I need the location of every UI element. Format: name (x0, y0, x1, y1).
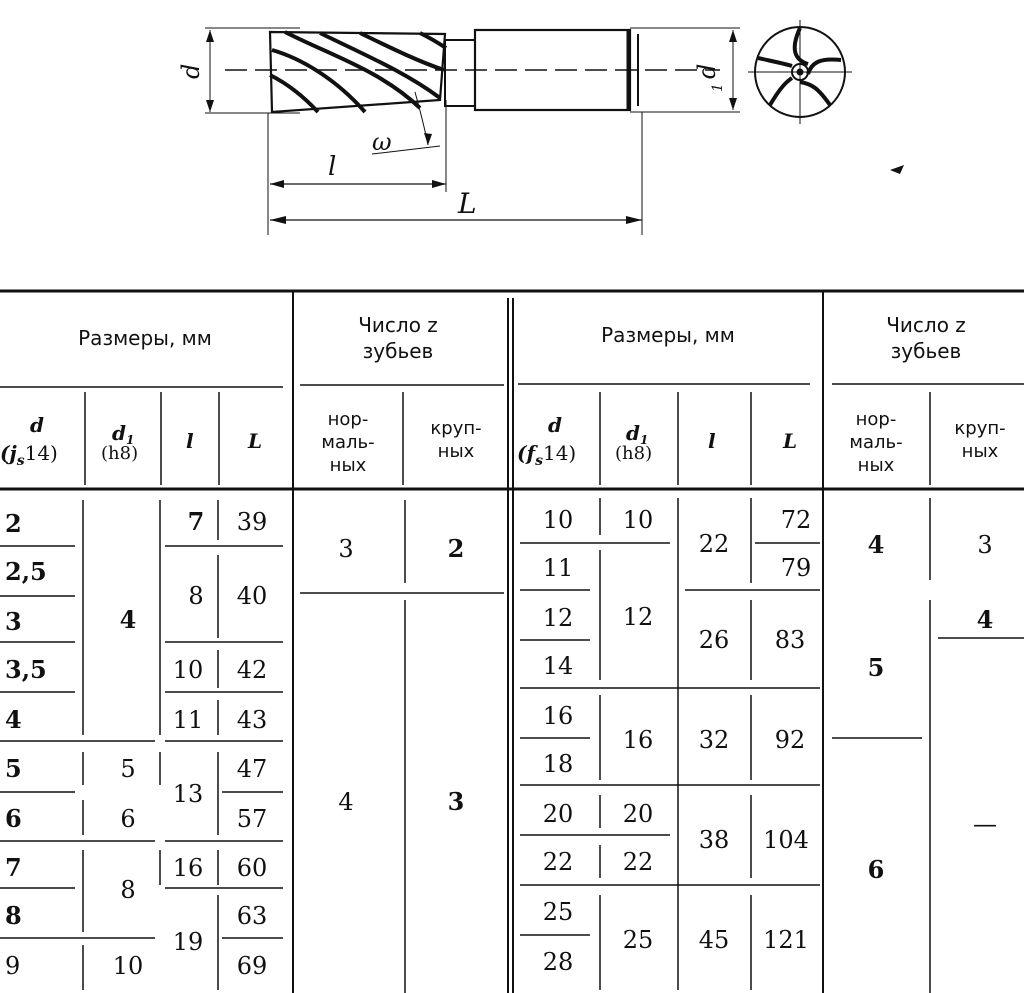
dimensions-table (0, 288, 1024, 993)
left-group-sizes: Размеры, мм (78, 326, 212, 350)
left-d1-cell: 6 (120, 805, 136, 833)
left-l-cell: 7 (187, 507, 205, 536)
left-col-coarse-1: круп- (430, 418, 482, 439)
right-d-cell: 16 (542, 702, 574, 730)
right-z-coarse-cell: — (973, 810, 997, 838)
right-group-sizes: Размеры, мм (601, 323, 735, 347)
left-col-d1: $d_1$ (112, 421, 135, 447)
left-group-teeth-1: Число z (358, 313, 438, 337)
right-col-coarse-2: ных (961, 441, 999, 462)
right-z-normal-cell: 5 (867, 653, 885, 682)
right-z-coarse-cell: 4 (976, 605, 994, 634)
end-view-icon (748, 20, 852, 124)
right-d-cell: 14 (542, 652, 574, 680)
left-d-cell: 3 (5, 607, 22, 636)
left-col-coarse-2: ных (437, 441, 475, 462)
left-z-coarse-cell: 2 (447, 534, 465, 563)
right-col-d: d (548, 413, 562, 437)
left-d1-cell: 8 (120, 876, 136, 904)
right-d-cell: 18 (542, 750, 574, 778)
right-d-cell: 10 (542, 506, 574, 534)
left-col-L: L (248, 429, 263, 453)
right-d1-cell: 16 (622, 726, 654, 754)
right-L-cell: 104 (763, 826, 809, 854)
right-l-cell: 32 (698, 726, 730, 754)
left-col-d: d (30, 413, 44, 437)
left-d-cell: 7 (5, 853, 22, 882)
left-l-cell: 19 (172, 928, 204, 956)
right-l-cell: 45 (698, 926, 730, 954)
left-L-cell: 69 (236, 952, 268, 980)
right-d1-cell: 22 (622, 848, 654, 876)
left-d-cell: 2,5 (5, 557, 47, 586)
right-L-cell: 79 (780, 554, 812, 582)
left-d-cell: 5 (5, 754, 22, 783)
left-d-cell: 4 (5, 705, 22, 734)
right-l-cell: 22 (698, 530, 730, 558)
label-L: L (458, 187, 477, 220)
left-d-cell: 3,5 (5, 655, 47, 684)
right-col-d1-tol: (h8) (615, 443, 653, 464)
label-l: l (328, 152, 337, 182)
left-d-cell: 6 (5, 804, 22, 833)
left-L-cell: 63 (236, 902, 268, 930)
right-L-cell: 92 (774, 726, 806, 754)
right-col-normal-2: маль- (849, 432, 903, 453)
right-L-cell: 121 (763, 926, 809, 954)
left-group-teeth-2: зубьев (362, 339, 434, 363)
right-L-cell: 72 (780, 506, 812, 534)
label-omega: ω (372, 128, 392, 156)
left-col-d1-tol: (h8) (101, 443, 139, 464)
left-L-cell: 47 (236, 755, 268, 783)
right-col-L: L (783, 429, 798, 453)
left-l-cell: 16 (172, 854, 204, 882)
left-z-normal-cell: 3 (338, 535, 354, 563)
label-d1: d (693, 63, 721, 79)
left-z-normal-cell: 4 (338, 788, 354, 816)
left-l-cell: 10 (172, 656, 204, 684)
end-mill-drawing (0, 0, 1024, 250)
right-col-normal-3: ных (857, 455, 895, 476)
left-L-cell: 43 (236, 706, 268, 734)
right-d-cell: 28 (542, 948, 574, 976)
left-d1-cell: 10 (112, 952, 144, 980)
left-L-cell: 39 (236, 508, 268, 536)
left-L-cell: 42 (236, 656, 268, 684)
left-L-cell: 57 (236, 805, 268, 833)
left-col-d-tol: $(j_s14)$ (0, 441, 58, 469)
left-l-cell: 8 (188, 582, 204, 610)
right-l-cell: 38 (698, 826, 730, 854)
right-d-cell: 25 (542, 898, 574, 926)
right-d1-cell: 20 (622, 800, 654, 828)
right-d-cell: 12 (542, 604, 574, 632)
right-z-coarse-cell: 3 (977, 531, 993, 559)
right-L-cell: 83 (774, 626, 806, 654)
left-d-cell: 9 (5, 952, 21, 980)
left-l-cell: 13 (172, 780, 204, 808)
left-d-cell: 2 (5, 509, 22, 538)
right-col-coarse-1: круп- (954, 418, 1006, 439)
left-l-cell: 11 (172, 706, 204, 734)
left-col-l: l (186, 429, 194, 453)
left-col-normal-2: маль- (321, 432, 375, 453)
right-col-normal-1: нор- (855, 409, 897, 430)
right-d1-cell: 12 (622, 603, 654, 631)
left-L-cell: 40 (236, 582, 268, 610)
right-d-cell: 22 (542, 848, 574, 876)
right-col-d-tol: $(f_s14)$ (517, 441, 577, 469)
right-z-normal-cell: 4 (867, 530, 885, 559)
left-col-normal-3: ных (329, 455, 367, 476)
right-group-teeth-2: зубьев (890, 339, 962, 363)
right-z-normal-cell: 6 (867, 855, 885, 884)
right-col-d1: $d_1$ (626, 421, 649, 447)
left-d1-cell: 4 (119, 605, 137, 634)
right-d-cell: 20 (542, 800, 574, 828)
label-d1-sub: 1 (710, 83, 726, 92)
left-col-normal-1: нор- (327, 409, 369, 430)
right-d-cell: 11 (542, 554, 574, 582)
left-z-coarse-cell: 3 (447, 787, 465, 816)
left-L-cell: 60 (236, 854, 268, 882)
right-group-teeth-1: Число z (886, 313, 966, 337)
right-d1-cell: 25 (622, 926, 654, 954)
right-d1-cell: 10 (622, 506, 654, 534)
right-l-cell: 26 (698, 626, 730, 654)
right-col-l: l (708, 429, 716, 453)
left-d-cell: 8 (5, 901, 22, 930)
label-d: d (177, 63, 205, 79)
left-d1-cell: 5 (120, 755, 136, 783)
